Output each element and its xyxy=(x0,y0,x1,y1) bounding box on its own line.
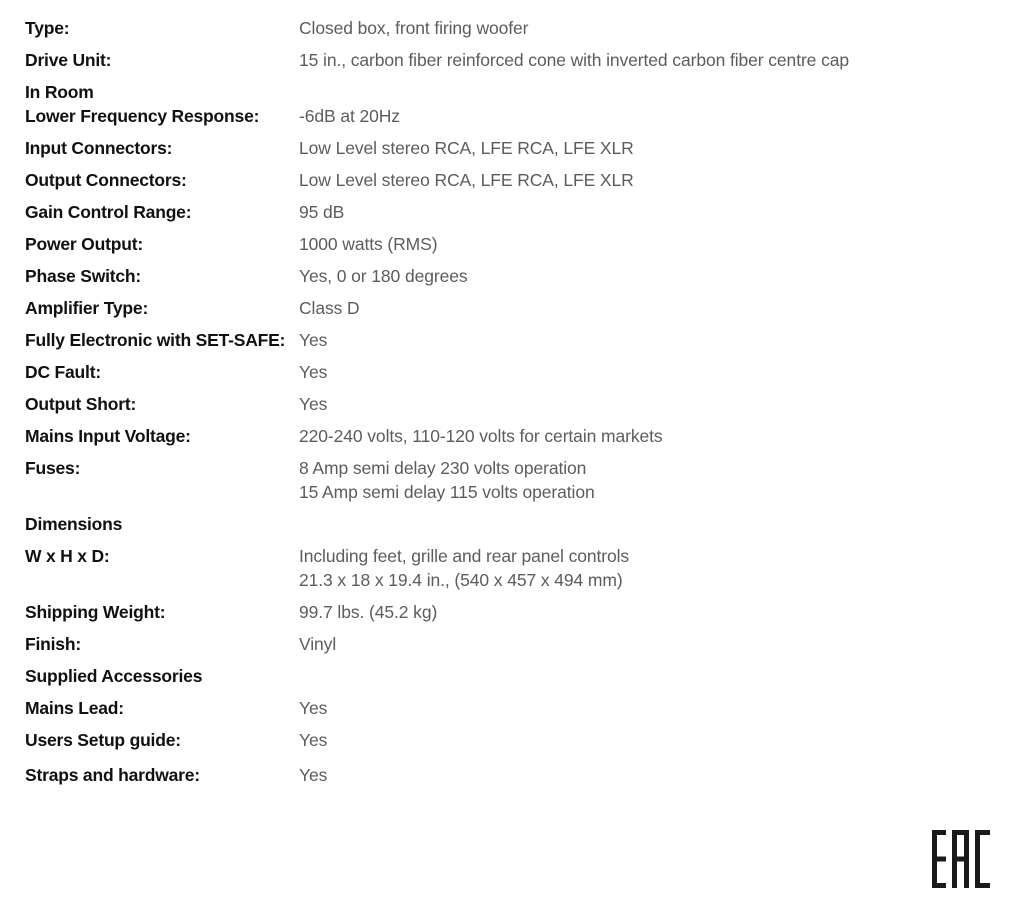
spec-value: -6dB at 20Hz xyxy=(299,106,400,126)
spec-value: 1000 watts (RMS) xyxy=(299,234,438,254)
section-heading: Supplied Accessories xyxy=(25,666,203,686)
spec-label: Phase Switch: xyxy=(25,266,142,286)
spec-label: Power Output: xyxy=(25,234,143,254)
spec-value: Yes xyxy=(299,765,328,785)
spec-label: Output Connectors: xyxy=(25,170,187,190)
spec-value: Yes xyxy=(299,362,328,382)
spec-value: Yes xyxy=(299,730,328,750)
spec-label: Amplifier Type: xyxy=(25,298,149,318)
spec-value: 99.7 lbs. (45.2 kg) xyxy=(299,602,438,622)
spec-value: Closed box, front firing woofer xyxy=(299,18,529,38)
spec-label: Fully Electronic with SET-SAFE: xyxy=(25,330,286,350)
spec-value: 220-240 volts, 110-120 volts for certain markets xyxy=(299,426,663,446)
spec-label: Output Short: xyxy=(25,394,137,414)
spec-label: Mains Input Voltage: xyxy=(25,426,191,446)
spec-label: Lower Frequency Response: xyxy=(25,106,260,126)
spec-value: Low Level stereo RCA, LFE RCA, LFE XLR xyxy=(299,138,634,158)
spec-label: Input Connectors: xyxy=(25,138,173,158)
spec-value: Yes xyxy=(299,330,328,350)
spec-value: Class D xyxy=(299,298,360,318)
spec-label: Gain Control Range: xyxy=(25,202,192,222)
spec-value-line-2: 15 Amp semi delay 115 volts operation xyxy=(299,482,595,502)
spec-label: W x H x D: xyxy=(25,546,110,566)
spec-label: Fuses: xyxy=(25,458,81,478)
spec-label: Finish: xyxy=(25,634,81,654)
spec-value: Including feet, grille and rear panel controls xyxy=(299,546,630,566)
spec-value: 95 dB xyxy=(299,202,345,222)
spec-label: DC Fault: xyxy=(25,362,101,382)
spec-value: Low Level stereo RCA, LFE RCA, LFE XLR xyxy=(299,170,634,190)
spec-value: 15 in., carbon fiber reinforced cone with inverted carbon fiber centre cap xyxy=(299,50,849,70)
spec-label: In Room xyxy=(25,82,94,102)
section-heading: Dimensions xyxy=(25,514,123,534)
spec-value: Vinyl xyxy=(299,634,337,654)
spec-value-line-2: 21.3 x 18 x 19.4 in., (540 x 457 x 494 mm) xyxy=(299,570,623,590)
spec-label: Mains Lead: xyxy=(25,698,124,718)
spec-label: Straps and hardware: xyxy=(25,765,200,785)
spec-label: Users Setup guide: xyxy=(25,730,181,750)
eac-certification-icon xyxy=(932,830,990,888)
spec-value: 8 Amp semi delay 230 volts operation xyxy=(299,458,587,478)
spec-value: Yes xyxy=(299,698,328,718)
spec-value: Yes xyxy=(299,394,328,414)
spec-label: Drive Unit: xyxy=(25,50,112,70)
spec-label: Type: xyxy=(25,18,70,38)
spec-label: Shipping Weight: xyxy=(25,602,166,622)
spec-value: Yes, 0 or 180 degrees xyxy=(299,266,468,286)
